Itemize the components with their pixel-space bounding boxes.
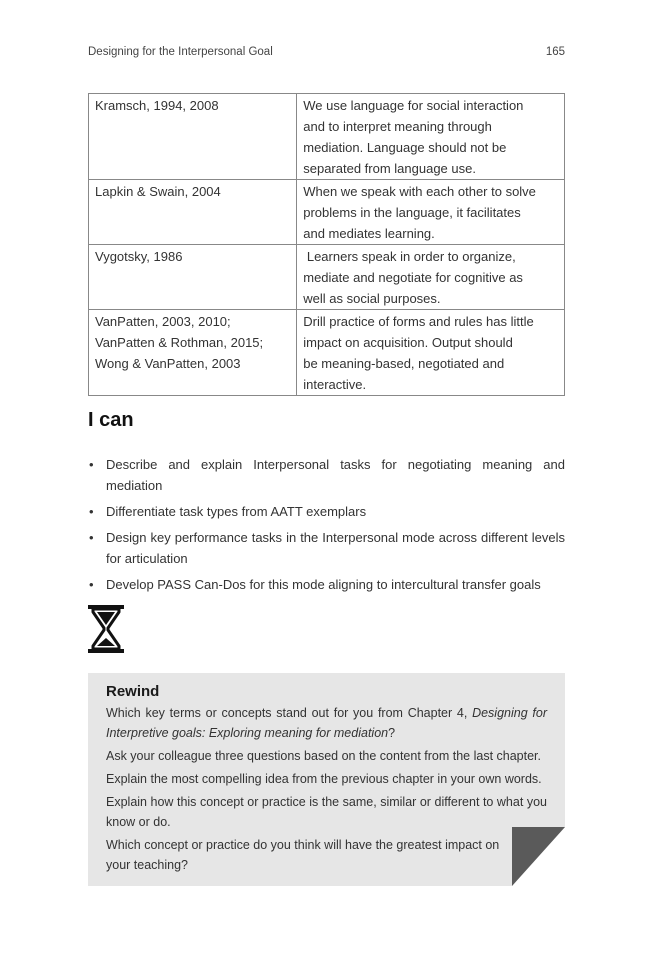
citation-line: Lapkin & Swain, 2004 bbox=[95, 184, 221, 199]
description-line: We use language for social interaction bbox=[303, 98, 524, 113]
i-can-heading: I can bbox=[88, 409, 134, 431]
bullet-icon: • bbox=[89, 457, 94, 472]
table-row bbox=[89, 94, 565, 180]
description-line: mediate and negotiate for cognitive as bbox=[303, 270, 523, 285]
rewind-prompt: Which concept or practice do you think will have the greatest impact on your teaching? bbox=[106, 838, 500, 872]
description-line: problems in the language, it facilitates bbox=[303, 205, 521, 220]
description-line: impact on acquisition. Output should bbox=[303, 335, 513, 350]
citation-cell bbox=[89, 94, 297, 180]
list-item bbox=[88, 527, 565, 569]
citation-line: Wong & VanPatten, 2003 bbox=[95, 356, 241, 371]
description-cell bbox=[297, 94, 565, 180]
rewind-box bbox=[88, 673, 565, 886]
list-item-text: Differentiate task types from AATT exemplars bbox=[106, 504, 367, 519]
running-title: Designing for the Interpersonal Goal bbox=[88, 46, 273, 58]
list-item-text: Describe and explain Interpersonal tasks for negotiating meaning and mediation bbox=[106, 457, 565, 493]
i-can-list bbox=[88, 454, 565, 600]
description-line: separated from language use. bbox=[303, 161, 476, 176]
rewind-prompt: Ask your colleague three questions based on the content from the last chapter. bbox=[106, 749, 541, 763]
page-curl-icon bbox=[512, 827, 565, 886]
citation-line: Vygotsky, 1986 bbox=[95, 249, 183, 264]
references-table bbox=[88, 93, 565, 396]
bullet-icon: • bbox=[89, 530, 94, 545]
list-item bbox=[88, 501, 565, 522]
description-cell bbox=[297, 310, 565, 396]
description-line: and to interpret meaning through bbox=[303, 119, 492, 134]
description-line: Learners speak in order to organize, bbox=[303, 249, 516, 264]
citation-cell bbox=[89, 245, 297, 310]
citation-line: VanPatten & Rothman, 2015; bbox=[95, 335, 264, 350]
chapter-title: Designing for Interpretive goals: Exploring meaning for mediation bbox=[106, 706, 547, 740]
page-number: 165 bbox=[545, 46, 565, 58]
table-row bbox=[89, 245, 565, 310]
description-line: When we speak with each other to solve bbox=[303, 184, 536, 199]
citation-line: Kramsch, 1994, 2008 bbox=[95, 98, 219, 113]
description-line: Drill practice of forms and rules has little bbox=[303, 314, 534, 329]
bullet-icon: • bbox=[89, 577, 94, 592]
description-line: interactive. bbox=[303, 377, 367, 392]
rewind-intro bbox=[106, 703, 547, 743]
citation-cell bbox=[89, 180, 297, 245]
list-item-text: Develop PASS Can-Dos for this mode aligning to intercultural transfer goals bbox=[106, 577, 541, 592]
rewind-intro-text: Which key terms or concepts stand out for you from Chapter 4, bbox=[106, 706, 473, 720]
description-line: well as social purposes. bbox=[303, 291, 441, 306]
rewind-title: Rewind bbox=[106, 683, 160, 700]
hourglass-icon bbox=[87, 604, 125, 654]
rewind-intro-end: ? bbox=[388, 726, 396, 740]
list-item-text: Design key performance tasks in the Interpersonal mode across different levels for articulation bbox=[106, 530, 565, 566]
description-cell bbox=[297, 245, 565, 310]
description-line: be meaning-based, negotiated and bbox=[303, 356, 505, 371]
rewind-prompt: Explain how this concept or practice is the same, similar or different to what you know or do. bbox=[106, 795, 547, 829]
citation-cell bbox=[89, 310, 297, 396]
citation-line: VanPatten, 2003, 2010; bbox=[95, 314, 231, 329]
description-cell bbox=[297, 180, 565, 245]
rewind-body bbox=[106, 703, 547, 878]
table-row bbox=[89, 310, 565, 396]
table-row bbox=[89, 180, 565, 245]
list-item bbox=[88, 454, 565, 496]
running-head bbox=[88, 46, 565, 58]
rewind-prompt: Explain the most compelling idea from the previous chapter in your own words. bbox=[106, 772, 542, 786]
description-line: and mediates learning. bbox=[303, 226, 435, 241]
list-item bbox=[88, 574, 565, 595]
description-line: mediation. Language should not be bbox=[303, 140, 507, 155]
bullet-icon: • bbox=[89, 504, 94, 519]
